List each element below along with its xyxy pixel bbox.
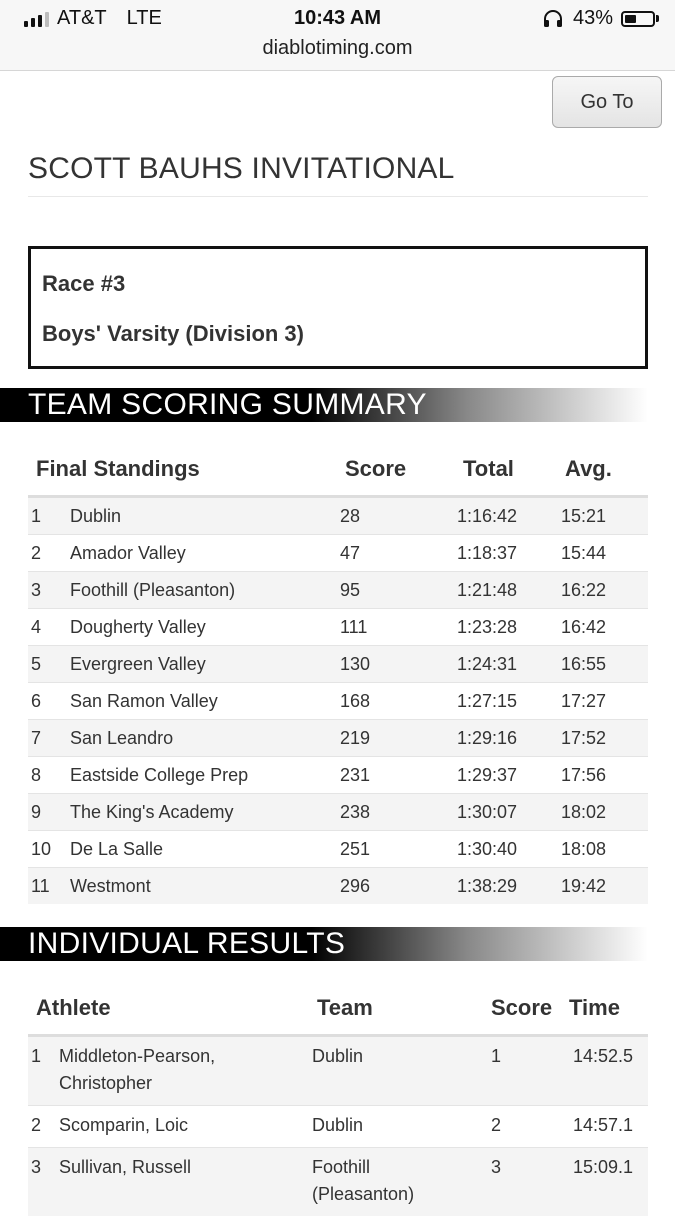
team-total: 1:27:15 [457, 683, 559, 720]
carrier-label: AT&T [57, 7, 107, 30]
team-avg: 17:52 [559, 720, 648, 757]
team-score: 47 [340, 535, 457, 572]
athlete-name [59, 1036, 312, 1106]
team-name: De La Salle [70, 831, 340, 868]
header-ind-score: Score [485, 982, 569, 1036]
team-avg: 18:02 [559, 794, 648, 831]
team-row [28, 794, 648, 831]
team-place: 11 [28, 868, 70, 905]
race-number: Race #3 [42, 271, 125, 297]
athlete-time: 14:57.1 [569, 1106, 648, 1148]
team-place: 8 [28, 757, 70, 794]
athlete-score: 2 [485, 1106, 569, 1148]
team-place: 10 [28, 831, 70, 868]
team-score: 111 [340, 609, 457, 646]
team-avg: 16:22 [559, 572, 648, 609]
team-total: 1:29:37 [457, 757, 559, 794]
team-total: 1:18:37 [457, 535, 559, 572]
team-place: 3 [28, 572, 70, 609]
team-table-header [28, 443, 648, 497]
team-row [28, 831, 648, 868]
team-row [28, 572, 648, 609]
individual-results-banner: INDIVIDUAL RESULTS [0, 927, 648, 961]
team-place: 1 [28, 497, 70, 535]
team-total: 1:30:07 [457, 794, 559, 831]
individual-table-header [28, 982, 648, 1036]
team-row [28, 646, 648, 683]
team-name: Evergreen Valley [70, 646, 340, 683]
athlete-time: 14:52.5 [569, 1036, 648, 1106]
athlete-place: 2 [28, 1106, 59, 1148]
team-name: The King's Academy [70, 794, 340, 831]
battery-percent: 43% [573, 7, 613, 30]
headphones-icon [543, 10, 563, 28]
team-avg: 16:42 [559, 609, 648, 646]
team-avg: 17:56 [559, 757, 648, 794]
team-total: 1:23:28 [457, 609, 559, 646]
team-total: 1:29:16 [457, 720, 559, 757]
team-place: 5 [28, 646, 70, 683]
header-final-standings: Final Standings [28, 443, 340, 497]
athlete-row [28, 1036, 648, 1106]
athlete-team-line: (Pleasanton) [312, 1181, 485, 1208]
team-row [28, 609, 648, 646]
clock: 10:43 AM [0, 7, 675, 30]
team-score: 28 [340, 497, 457, 535]
athlete-name-line: Sullivan, Russell [59, 1154, 312, 1181]
team-row [28, 497, 648, 535]
team-row [28, 757, 648, 794]
athlete-team [312, 1036, 485, 1106]
header-score: Score [340, 443, 457, 497]
athlete-name [59, 1148, 312, 1216]
team-name: Foothill (Pleasanton) [70, 572, 340, 609]
athlete-team-line: Dublin [312, 1112, 485, 1139]
athlete-time: 15:09.1 [569, 1148, 648, 1216]
network-label: LTE [127, 7, 162, 30]
team-total: 1:30:40 [457, 831, 559, 868]
athlete-row [28, 1148, 648, 1216]
team-score: 130 [340, 646, 457, 683]
team-avg: 19:42 [559, 868, 648, 905]
header-total: Total [457, 443, 559, 497]
team-score: 168 [340, 683, 457, 720]
team-avg: 17:27 [559, 683, 648, 720]
team-score: 296 [340, 868, 457, 905]
header-team: Team [312, 982, 485, 1036]
page-title: SCOTT BAUHS INVITATIONAL [28, 152, 648, 197]
team-place: 6 [28, 683, 70, 720]
team-row [28, 868, 648, 905]
team-place: 4 [28, 609, 70, 646]
team-row [28, 535, 648, 572]
team-place: 9 [28, 794, 70, 831]
team-scoring-table [28, 443, 648, 904]
athlete-name-line: Middleton-Pearson, [59, 1043, 312, 1070]
team-place: 2 [28, 535, 70, 572]
athlete-team [312, 1106, 485, 1148]
team-avg: 15:21 [559, 497, 648, 535]
athlete-name-line: Scomparin, Loic [59, 1112, 312, 1139]
team-name: Dublin [70, 497, 340, 535]
team-name: Dougherty Valley [70, 609, 340, 646]
individual-results-table [28, 982, 648, 1216]
team-score: 238 [340, 794, 457, 831]
athlete-score: 3 [485, 1148, 569, 1216]
team-score: 231 [340, 757, 457, 794]
athlete-score: 1 [485, 1036, 569, 1106]
team-avg: 18:08 [559, 831, 648, 868]
athlete-team-line: Foothill [312, 1154, 485, 1181]
header-avg: Avg. [559, 443, 648, 497]
race-info-box [28, 246, 648, 369]
team-scoring-banner: TEAM SCORING SUMMARY [0, 388, 648, 422]
team-avg: 15:44 [559, 535, 648, 572]
athlete-row [28, 1106, 648, 1148]
status-right [543, 7, 659, 30]
status-bar [0, 0, 675, 71]
team-total: 1:24:31 [457, 646, 559, 683]
team-name: Amador Valley [70, 535, 340, 572]
athlete-name [59, 1106, 312, 1148]
url-bar[interactable]: diablotiming.com [0, 37, 675, 60]
athlete-team [312, 1148, 485, 1216]
header-athlete: Athlete [28, 982, 312, 1036]
header-time: Time [569, 982, 648, 1036]
team-row [28, 720, 648, 757]
team-row [28, 683, 648, 720]
team-name: San Leandro [70, 720, 340, 757]
athlete-name-line: Christopher [59, 1070, 312, 1097]
team-place: 7 [28, 720, 70, 757]
team-name: San Ramon Valley [70, 683, 340, 720]
athlete-place: 3 [28, 1148, 59, 1216]
athlete-place: 1 [28, 1036, 59, 1106]
athlete-team-line: Dublin [312, 1043, 485, 1070]
team-avg: 16:55 [559, 646, 648, 683]
battery-icon [621, 11, 659, 27]
team-score: 219 [340, 720, 457, 757]
team-score: 251 [340, 831, 457, 868]
team-name: Westmont [70, 868, 340, 905]
team-name: Eastside College Prep [70, 757, 340, 794]
race-name: Boys' Varsity (Division 3) [42, 321, 304, 347]
goto-button[interactable]: Go To [552, 76, 662, 128]
team-score: 95 [340, 572, 457, 609]
team-total: 1:38:29 [457, 868, 559, 905]
team-total: 1:16:42 [457, 497, 559, 535]
team-total: 1:21:48 [457, 572, 559, 609]
